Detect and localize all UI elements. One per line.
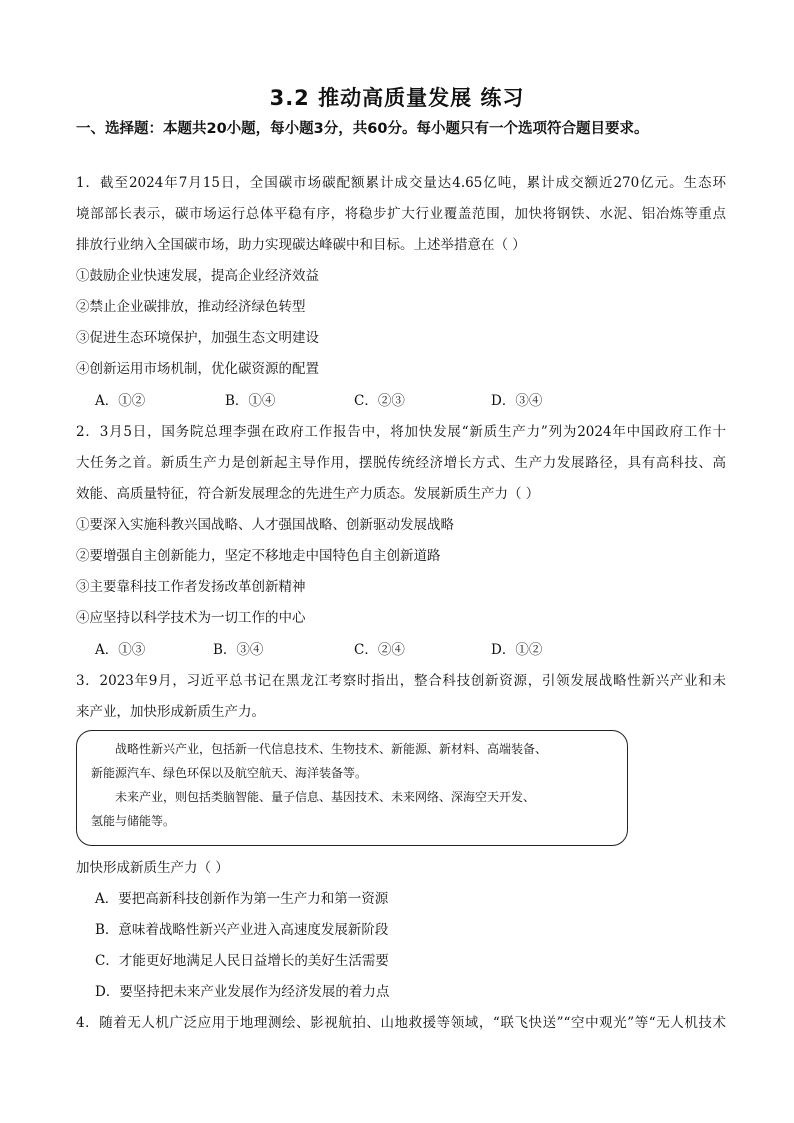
q1-stem-line: 境部部长表示，碳市场运行总体平稳有序，将稳步扩大行业覆盖范围，加快将钢铁、水泥、铝冶炼等重点: [76, 206, 726, 222]
q1-stem-line: 排放行业纳入全国碳市场，助力实现碳达峰碳中和目标。上述举措意在（ ）: [76, 237, 526, 253]
q2-option-a[interactable]: A．①③: [95, 642, 146, 658]
q3-stem-line: 来产业，加快形成新质生产力。: [76, 704, 265, 720]
q2-item: ④应坚持以科学技术为一切工作的中心: [76, 610, 306, 626]
q3-stem-line: 3．2023年9月，习近平总书记在黑龙江考察时指出，整合科技创新资源，引领发展战略性新兴产业和未: [76, 673, 726, 689]
q2-item: ①要深入实施科教兴国战略、人才强国战略、创新驱动发展战略: [76, 517, 454, 533]
material-line: 氢能与储能等。: [91, 814, 176, 828]
q2-stem-line: 2．3月5日，国务院总理李强在政府工作报告中，将加快发展“新质生产力”列为2024年中国政府工作十: [76, 424, 726, 440]
material-line: 未来产业，则包括类脑智能、量子信息、基因技术、未来网络、深海空天开发、: [115, 790, 536, 804]
q1-option-c[interactable]: C．②③: [354, 393, 405, 409]
q2-stem-line: 大任务之首。新质生产力是创新起主导作用，摆脱传统经济增长方式、生产力发展路径，具有高科技、高: [76, 455, 726, 471]
material-box: [76, 730, 628, 846]
q4-stem-line: 4．随着无人机广泛应用于地理测绘、影视航拍、山地救援等领域，“联飞快送”“空中观光”等“无人机技术: [76, 1015, 726, 1031]
q1-item: ②禁止企业碳排放，推动经济绿色转型: [76, 299, 306, 315]
q3-option-a[interactable]: A．要把高新科技创新作为第一生产力和第一资源: [95, 891, 389, 907]
q2-option-d[interactable]: D．①②: [491, 642, 543, 658]
q1-option-d[interactable]: D．③④: [491, 393, 543, 409]
q2-option-c[interactable]: C．②④: [354, 642, 405, 658]
q3-option-c[interactable]: C．才能更好地满足人民日益增长的美好生活需要: [95, 953, 389, 969]
section-heading: 一、选择题：本题共20小题，每小题3分，共60分。每小题只有一个选项符合题目要求。: [76, 121, 649, 137]
q3-option-d[interactable]: D．要坚持把未来产业发展作为经济发展的着力点: [95, 984, 390, 1000]
q1-option-a[interactable]: A．①②: [95, 393, 146, 409]
q1-stem-line: 1．截至2024年7月15日，全国碳市场碳配额累计成交量达4.65亿吨，累计成交额近270亿元。生态环: [76, 175, 726, 191]
material-line: 战略性新兴产业，包括新一代信息技术、生物技术、新能源、新材料、高端装备、: [115, 742, 548, 756]
q3-option-b[interactable]: B．意味着战略性新兴产业进入高速度发展新阶段: [95, 922, 389, 938]
q2-item: ②要增强自主创新能力，坚定不移地走中国特色自主创新道路: [76, 548, 441, 564]
q3-question: 加快形成新质生产力（ ）: [76, 860, 229, 876]
q2-stem-line: 效能、高质量特征，符合新发展理念的先进生产力质态。发展新质生产力（ ）: [76, 486, 540, 502]
q2-option-b[interactable]: B．③④: [213, 642, 264, 658]
page-title: 3.2 推动高质量发展 练习: [269, 86, 525, 110]
q1-item: ③促进生态环境保护，加强生态文明建设: [76, 330, 319, 346]
q1-item: ④创新运用市场机制，优化碳资源的配置: [76, 361, 319, 377]
q2-item: ③主要靠科技工作者发扬改革创新精神: [76, 579, 306, 595]
material-line: 新能源汽车、绿色环保以及航空航天、海洋装备等。: [91, 766, 368, 780]
q1-item: ①鼓励企业快速发展，提高企业经济效益: [76, 268, 319, 284]
q1-option-b[interactable]: B．①④: [225, 393, 276, 409]
